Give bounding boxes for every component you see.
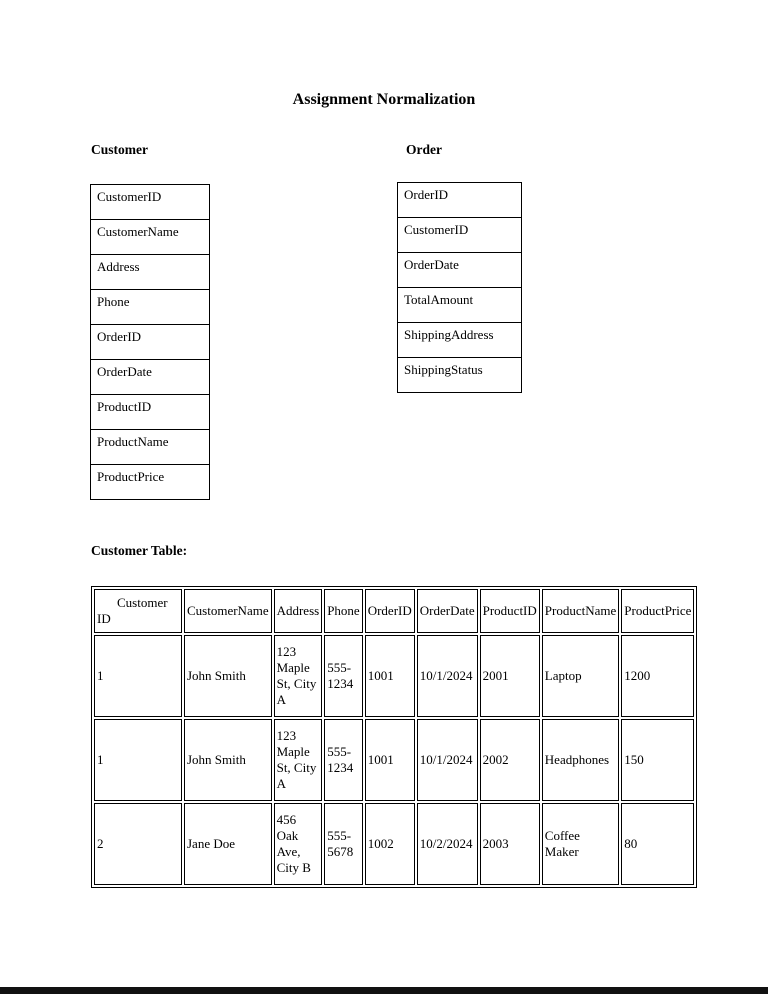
header-row	[94, 589, 694, 633]
table-cell: 555-5678	[324, 803, 363, 885]
table-cell: 2002	[480, 719, 540, 801]
order-entity-box	[397, 182, 522, 393]
table-cell: John Smith	[184, 719, 272, 801]
table-cell: 2	[94, 803, 182, 885]
entity-field-row	[91, 360, 210, 395]
table-cell: 1200	[621, 635, 694, 717]
column-header: Customer ID	[94, 589, 182, 633]
table-cell: 1001	[365, 719, 415, 801]
entity-field: CustomerID	[398, 218, 522, 253]
entity-field: ProductName	[91, 430, 210, 465]
entity-field-row	[398, 288, 522, 323]
table-row	[94, 719, 694, 801]
entity-field-row	[398, 323, 522, 358]
table-cell: 1001	[365, 635, 415, 717]
page-title: Assignment Normalization	[292, 91, 476, 108]
table-cell: 1002	[365, 803, 415, 885]
table-cell: 456 Oak Ave, City B	[274, 803, 323, 885]
column-header: OrderDate	[417, 589, 478, 633]
table-cell: 2001	[480, 635, 540, 717]
entity-field: ShippingAddress	[398, 323, 522, 358]
column-header: Phone	[324, 589, 363, 633]
entity-field: CustomerName	[91, 220, 210, 255]
entity-field-row	[398, 358, 522, 393]
entity-field: CustomerID	[91, 185, 210, 220]
table-cell: 123 Maple St, City A	[274, 635, 323, 717]
entity-field-row	[91, 430, 210, 465]
entity-field-row	[91, 290, 210, 325]
table-row	[94, 803, 694, 885]
entity-field-row	[398, 183, 522, 218]
table-cell: Laptop	[542, 635, 619, 717]
entity-field: OrderDate	[398, 253, 522, 288]
column-header: Address	[274, 589, 323, 633]
table-cell: Jane Doe	[184, 803, 272, 885]
table-cell: John Smith	[184, 635, 272, 717]
window-bottom-edge	[0, 987, 768, 994]
table-cell: 10/1/2024	[417, 719, 478, 801]
entity-field: OrderDate	[91, 360, 210, 395]
table-cell: 2003	[480, 803, 540, 885]
table-cell: Headphones	[542, 719, 619, 801]
entity-field: TotalAmount	[398, 288, 522, 323]
table-cell: 555-1234	[324, 635, 363, 717]
column-header: CustomerName	[184, 589, 272, 633]
entity-field: ProductID	[91, 395, 210, 430]
table-cell: 10/2/2024	[417, 803, 478, 885]
table-cell: 80	[621, 803, 694, 885]
entity-field-row	[91, 185, 210, 220]
table-cell: Coffee Maker	[542, 803, 619, 885]
table-cell: 123 Maple St, City A	[274, 719, 323, 801]
entity-field-row	[91, 465, 210, 500]
entity-field: ProductPrice	[91, 465, 210, 500]
entity-field-row	[91, 255, 210, 290]
entity-field-row	[398, 253, 522, 288]
table-cell: 1	[94, 719, 182, 801]
entity-field-row	[91, 325, 210, 360]
entity-field-row	[398, 218, 522, 253]
entity-field: Phone	[91, 290, 210, 325]
table-cell: 555-1234	[324, 719, 363, 801]
table-cell: 150	[621, 719, 694, 801]
column-header: OrderID	[365, 589, 415, 633]
entity-field-row	[91, 220, 210, 255]
entity-field: OrderID	[91, 325, 210, 360]
column-header: ProductID	[480, 589, 540, 633]
customer-entity-box	[90, 184, 210, 500]
column-header: ProductPrice	[621, 589, 694, 633]
customer-table	[91, 586, 697, 888]
customer-table-heading: Customer Table:	[91, 543, 188, 558]
entity-field-row	[91, 395, 210, 430]
order-entity-heading: Order	[406, 142, 442, 157]
column-header: ProductName	[542, 589, 619, 633]
table-cell: 1	[94, 635, 182, 717]
customer-entity-heading: Customer	[91, 142, 148, 157]
entity-field: OrderID	[398, 183, 522, 218]
entity-field: Address	[91, 255, 210, 290]
table-row	[94, 635, 694, 717]
entity-field: ShippingStatus	[398, 358, 522, 393]
table-cell: 10/1/2024	[417, 635, 478, 717]
